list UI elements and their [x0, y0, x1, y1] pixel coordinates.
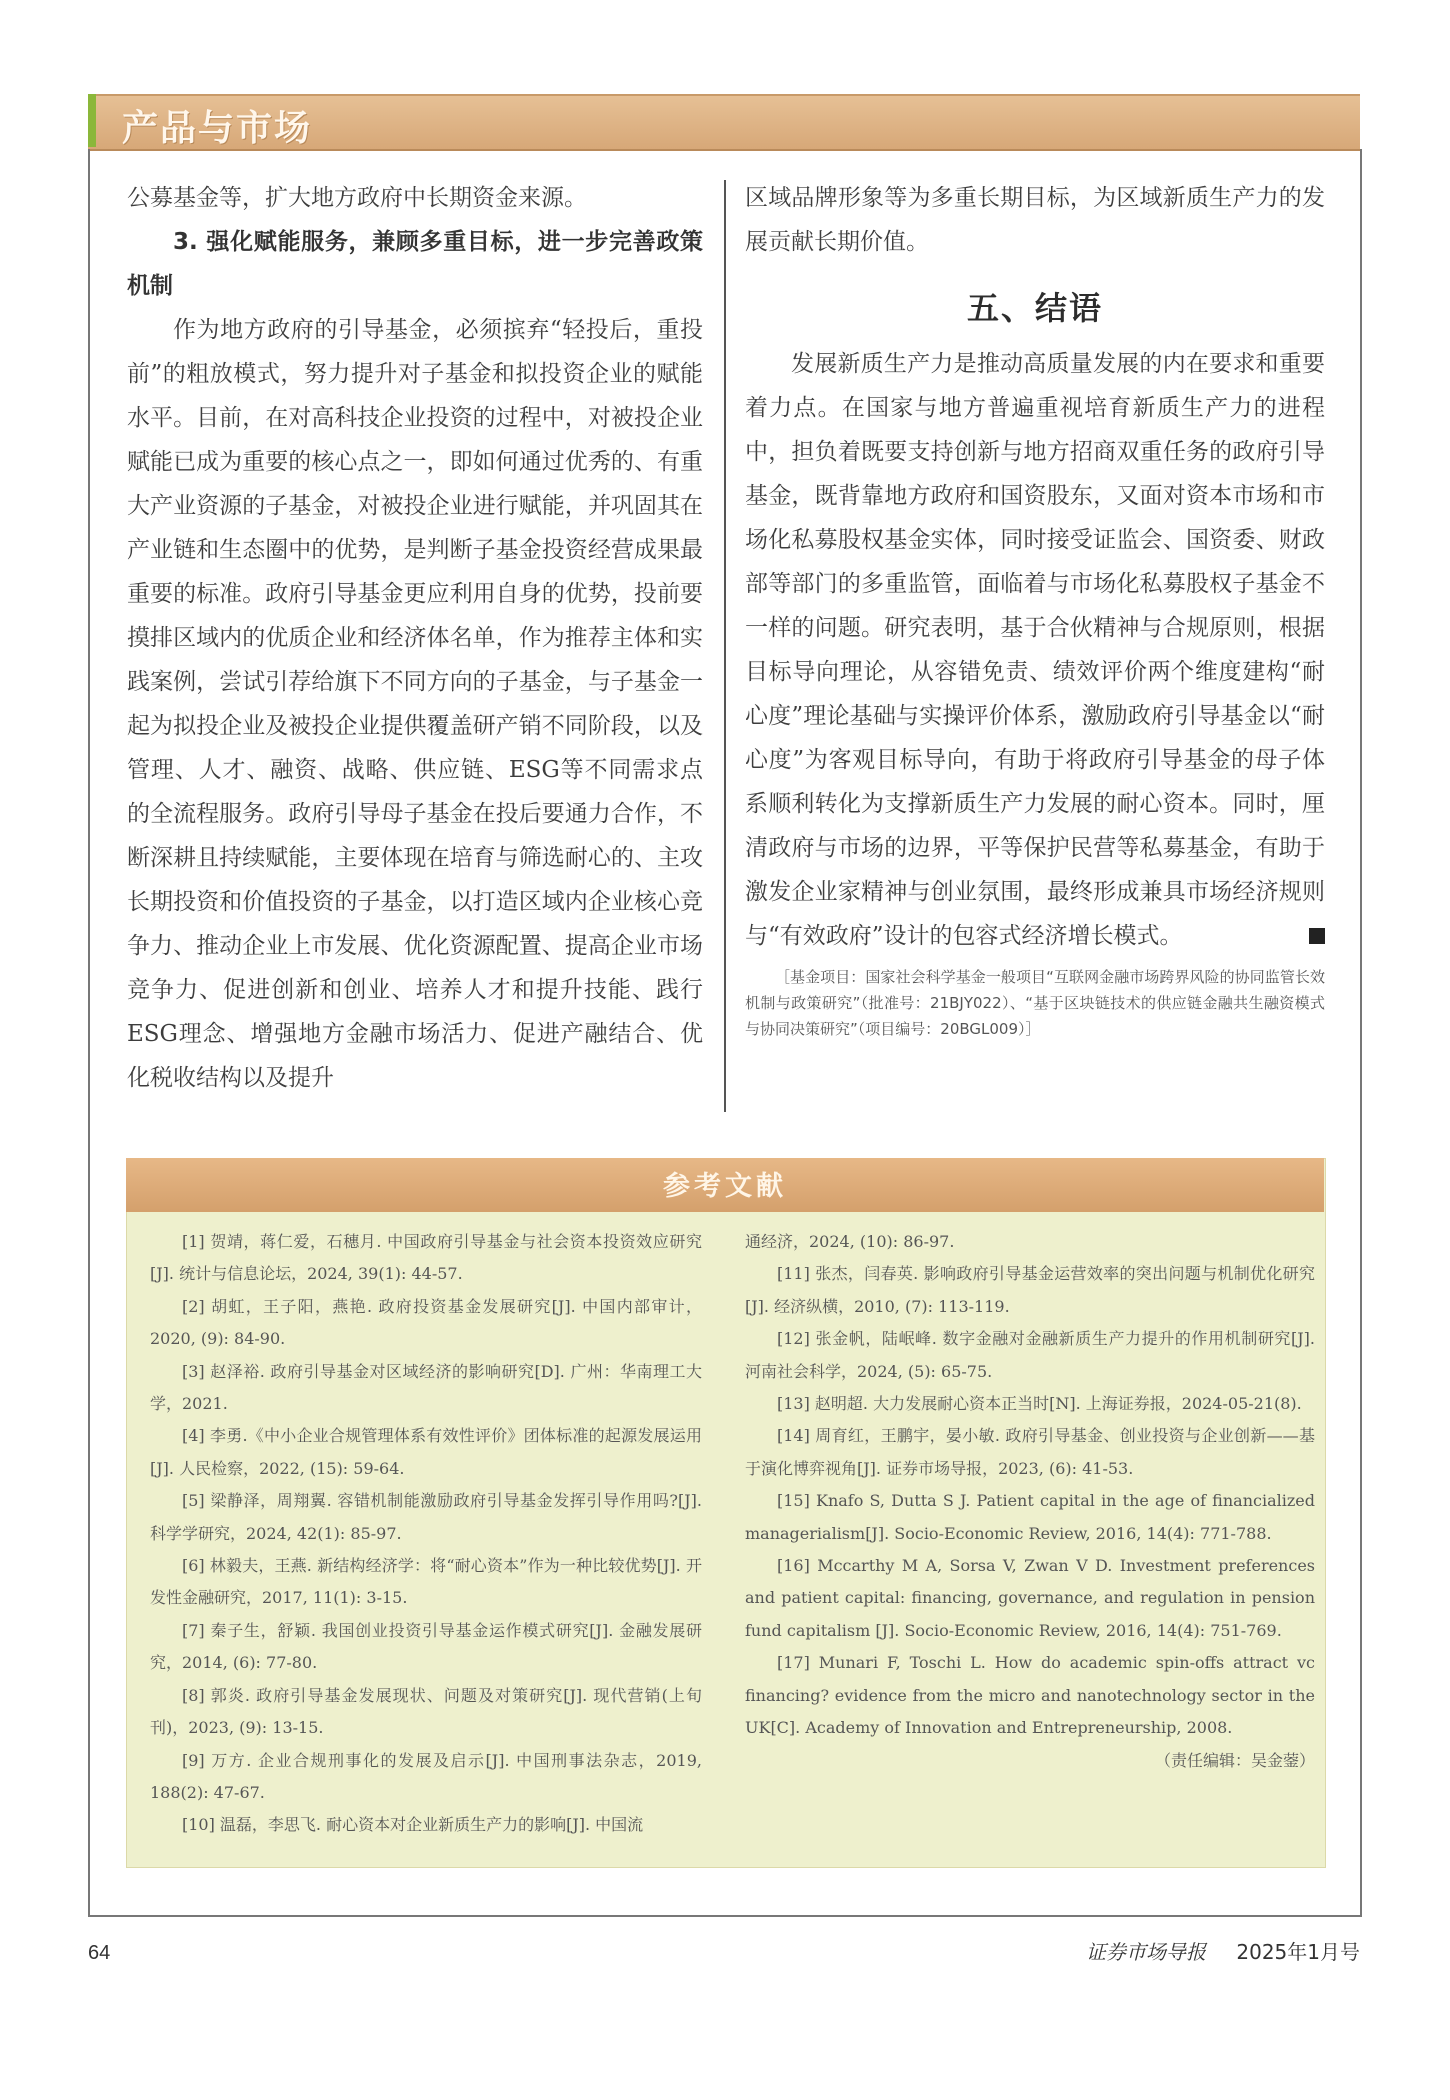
reference-item: [15] Knafo S, Dutta S J. Patient capital in the age of financialized managerialism[J]. Socio-Economic Review, 2016, 14(4): 771-788. [745, 1491, 1315, 1543]
journal-footer [1086, 1936, 1360, 1965]
journal-issue: 2025年1月号 [1236, 1940, 1360, 1964]
reference-item: [7] 秦子生，舒颖. 我国创业投资引导基金运作模式研究[J]. 金融发展研究，2014, (6): 77-80. [150, 1620, 702, 1673]
paragraph [745, 342, 1325, 958]
reference-item: [10] 温磊，李思飞. 耐心资本对企业新质生产力的影响[J]. 中国流 [182, 1815, 644, 1835]
paragraph: 区域品牌形象等为多重长期目标，为区域新质生产力的发展贡献长期价值。 [745, 185, 1325, 255]
reference-item: [17] Munari F, Toschi L. How do academic spin-offs attract vc financing? evidence from the micro and nanotechnology sector in the UK[C]. Academy of Innovation and Entrepreneurship, 2008. [745, 1653, 1315, 1738]
subheading: 3. 强化赋能服务，兼顾多重目标，进一步完善政策机制 [127, 229, 703, 299]
reference-item: [9] 万方. 企业合规刑事化的发展及启示[J]. 中国刑事法杂志，2019, 188(2): 47-67. [150, 1750, 702, 1802]
reference-item: [14] 周育红，王鹏宇，晏小敏. 政府引导基金、创业投资与企业创新——基于演化博弈视角[J]. 证券市场导报，2023, (6): 41-53. [745, 1426, 1315, 1478]
column-divider [724, 180, 726, 1112]
section-header-accent [88, 94, 96, 147]
end-mark-icon [1309, 928, 1325, 944]
editor-note: （责任编辑：吴金蓥） [1154, 1750, 1315, 1770]
paragraph: 作为地方政府的引导基金，必须摈弃“轻投后，重投前”的粗放模式，努力提升对子基金和拟投资企业的赋能水平。目前，在对高科技企业投资的过程中，对被投企业赋能已成为重要的核心点之一，即如何通过优秀的、有重大产业资源的子基金，对被投企业进行赋能，并巩固其在产业链和生态圈中的优势，是判断子基金投资经营成果最重要的标准。政府引导基金更应利用自身的优势，投前要摸排区域内的优质企业和经济体名单，作为推荐主体和实践案例，尝试引荐给旗下不同方向的子基金，与子基金一起为拟投企业及被投企业提供覆盖研产销不同阶段，以及管理、人才、融资、战略、供应链、ESG等不同需求点的全流程服务。政府引导母子基金在投后要通力合作，不断深耕且持续赋能，主要体现在培育与筛选耐心的、主攻长期投资和价值投资的子基金，以打造区域内企业核心竞争力、推动企业上市发展、优化资源配置、提高企业市场竞争力、促进创新和创业、培养人才和提升技能、践行ESG理念、增强地方金融市场活力、促进产融结合、优化税收结构以及提升 [127, 317, 703, 1091]
reference-item: [2] 胡虹，王子阳，燕艳. 政府投资基金发展研究[J]. 中国内部审计，2020, (9): 84-90. [150, 1296, 702, 1349]
references-title: 参考文献 [663, 1171, 787, 1202]
reference-item: [12] 张金帆，陆岷峰. 数字金融对金融新质生产力提升的作用机制研究[J]. 河南社会科学，2024, (5): 65-75. [745, 1329, 1315, 1381]
left-column [127, 176, 703, 1100]
reference-item: [4] 李勇.《中小企业合规管理体系有效性评价》团体标准的起源发展运用[J]. 人民检察，2022, (15): 59-64. [150, 1426, 702, 1478]
reference-item: [8] 郭炎. 政府引导基金发展现状、问题及对策研究[J]. 现代营销(上旬刊)，2023, (9): 13-15. [150, 1685, 702, 1738]
reference-item: [1] 贺靖，蒋仁爱，石穗月. 中国政府引导基金与社会资本投资效应研究[J]. 统计与信息论坛，2024, 39(1): 44-57. [150, 1232, 702, 1284]
right-column [745, 176, 1325, 1042]
references-left-column [150, 1226, 702, 1842]
reference-item: [5] 梁静泽，周翔翼. 容错机制能激励政府引导基金发挥引导作用吗?[J]. 科学学研究，2024, 42(1): 85-97. [150, 1491, 702, 1543]
conclusion-heading: 五、结语 [966, 289, 1103, 327]
reference-item: [13] 赵明超. 大力发展耐心资本正当时[N]. 上海证券报，2024-05-21(8). [777, 1394, 1302, 1414]
references-right-column [745, 1226, 1315, 1777]
funding-note: ［基金项目：国家社会科学基金一般项目“互联网金融市场跨界风险的协同监管长效机制与政策研究”（批准号：21BJY022）、“基于区块链技术的供应链金融共生融资模式与协同决策研究”（项目编号：20BGL009）］ [745, 968, 1325, 1038]
paragraph: 公募基金等，扩大地方政府中长期资金来源。 [127, 185, 587, 211]
journal-name: 证券市场导报 [1086, 1940, 1207, 1964]
section-title: 产品与市场 [122, 107, 313, 149]
conclusion-text: 发展新质生产力是推动高质量发展的内在要求和重要着力点。在国家与地方普遍重视培育新质生产力的进程中，担负着既要支持创新与地方招商双重任务的政府引导基金，既背靠地方政府和国资股东，又面对资本市场和市场化私募股权基金实体，同时接受证监会、国资委、财政部等部门的多重监管，面临着与市场化私募股权子基金不一样的问题。研究表明，基于合伙精神与合规原则，根据目标导向理论，从容错免责、绩效评价两个维度建构“耐心度”理论基础与实操评价体系，激励政府引导基金以“耐心度”为客观目标导向，有助于将政府引导基金的母子体系顺利转化为支撑新质生产力发展的耐心资本。同时，厘清政府与市场的边界，平等保护民营等私募基金，有助于激发企业家精神与创业氛围，最终形成兼具市场经济规则与“有效政府”设计的包容式经济增长模式。 [745, 351, 1325, 949]
reference-item: [16] Mccarthy M A, Sorsa V, Zwan V D. Investment preferences and patient capital: financing, governance, and regulation in pension fund capitalism [J]. Socio-Economic Review, 2016, 14(4): 751-769. [745, 1556, 1315, 1640]
reference-item: [11] 张杰，闫春英. 影响政府引导基金运营效率的突出问题与机制优化研究[J]. 经济纵横，2010, (7): 113-119. [745, 1264, 1315, 1316]
page-number: 64 [88, 1942, 111, 1964]
reference-item: [6] 林毅夫，王燕. 新结构经济学：将“耐心资本”作为一种比较优势[J]. 开发性金融研究，2017, 11(1): 3-15. [150, 1556, 702, 1608]
reference-continuation: 通经济，2024, (10): 86-97. [745, 1232, 955, 1251]
reference-item: [3] 赵泽裕. 政府引导基金对区域经济的影响研究[D]. 广州：华南理工大学，2021. [150, 1361, 702, 1414]
